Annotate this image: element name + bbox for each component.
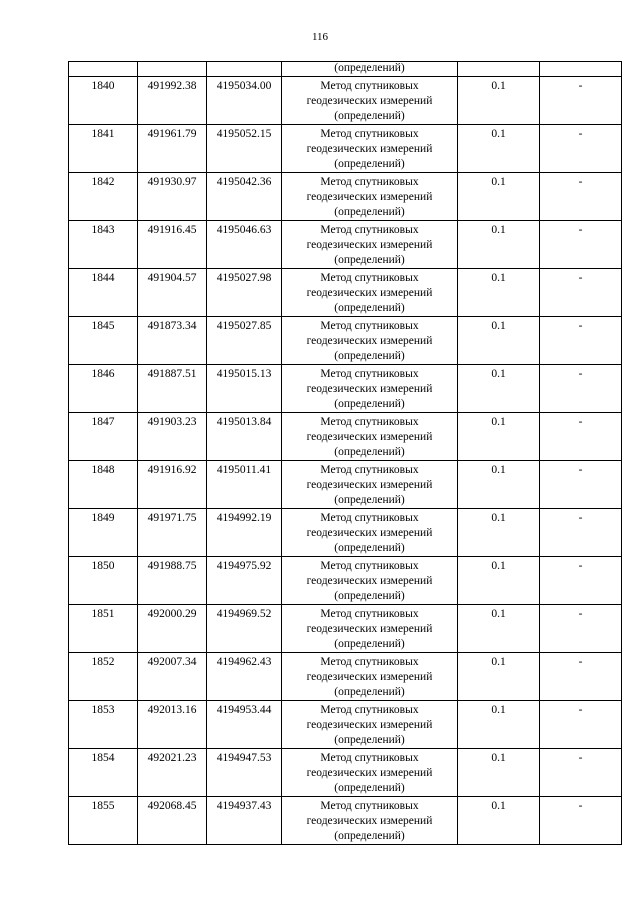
note-cell: - [540,557,622,605]
table-row [69,221,622,269]
accuracy-cell: 0.1 [458,797,540,845]
x-coordinate-cell: 491904.57 [138,269,207,317]
table-row [69,413,622,461]
y-coordinate-cell: 4195034.00 [207,77,282,125]
table-row [69,317,622,365]
method-text: Метод спутниковых геодезических измерений (определений) [306,80,433,122]
point-number-cell: 1840 [69,77,138,125]
method-text: Метод спутниковых геодезических измерений (определений) [306,128,433,170]
x-coordinate-cell: 491903.23 [138,413,207,461]
method-text: Метод спутниковых геодезических измерений (определений) [306,800,433,842]
method-text: Метод спутниковых геодезических измерений (определений) [306,464,433,506]
y-coordinate-cell: 4195011.41 [207,461,282,509]
point-number-cell: 1850 [69,557,138,605]
x-coordinate-cell: 491992.38 [138,77,207,125]
continuation-cell-empty [540,62,622,77]
method-cell [282,797,458,845]
y-coordinate-cell: 4195052.15 [207,125,282,173]
coordinates-table [68,61,622,845]
note-cell: - [540,413,622,461]
page-number: 116 [311,31,329,43]
x-coordinate-cell: 491971.75 [138,509,207,557]
note-cell: - [540,77,622,125]
table-row [69,365,622,413]
method-cell [282,509,458,557]
note-cell: - [540,605,622,653]
point-number-cell: 1848 [69,461,138,509]
continuation-cell-empty [138,62,207,77]
continuation-cell-method: (определений) [282,62,458,77]
point-number-cell: 1846 [69,365,138,413]
method-text: Метод спутниковых геодезических измерений (определений) [306,608,433,650]
method-cell [282,317,458,365]
y-coordinate-cell: 4195013.84 [207,413,282,461]
note-cell: - [540,317,622,365]
table-body [69,62,622,845]
x-coordinate-cell: 492013.16 [138,701,207,749]
method-text: Метод спутниковых геодезических измерений (определений) [306,704,433,746]
note-cell: - [540,797,622,845]
method-cell [282,749,458,797]
point-number-cell: 1841 [69,125,138,173]
y-coordinate-cell: 4194953.44 [207,701,282,749]
table-row [69,125,622,173]
y-coordinate-cell: 4194969.52 [207,605,282,653]
note-cell: - [540,749,622,797]
accuracy-cell: 0.1 [458,317,540,365]
method-cell [282,77,458,125]
method-text: Метод спутниковых геодезических измерений (определений) [306,656,433,698]
accuracy-cell: 0.1 [458,509,540,557]
note-cell: - [540,509,622,557]
note-cell: - [540,461,622,509]
point-number-cell: 1845 [69,317,138,365]
method-text: Метод спутниковых геодезических измерений (определений) [306,224,433,266]
method-cell [282,173,458,221]
point-number-cell: 1853 [69,701,138,749]
method-cell [282,557,458,605]
method-cell [282,125,458,173]
x-coordinate-cell: 491916.92 [138,461,207,509]
accuracy-cell: 0.1 [458,365,540,413]
note-cell: - [540,269,622,317]
continuation-cell-empty [69,62,138,77]
method-cell [282,365,458,413]
method-text: Метод спутниковых геодезических измерений (определений) [306,560,433,602]
method-cell [282,605,458,653]
x-coordinate-cell: 492000.29 [138,605,207,653]
x-coordinate-cell: 492068.45 [138,797,207,845]
method-cell [282,461,458,509]
continuation-cell-empty [458,62,540,77]
table-row [69,749,622,797]
point-number-cell: 1847 [69,413,138,461]
point-number-cell: 1842 [69,173,138,221]
table-row [69,701,622,749]
x-coordinate-cell: 491961.79 [138,125,207,173]
note-cell: - [540,701,622,749]
accuracy-cell: 0.1 [458,557,540,605]
y-coordinate-cell: 4195027.85 [207,317,282,365]
x-coordinate-cell: 492021.23 [138,749,207,797]
point-number-cell: 1855 [69,797,138,845]
accuracy-cell: 0.1 [458,77,540,125]
point-number-cell: 1843 [69,221,138,269]
table-row [69,461,622,509]
method-cell [282,701,458,749]
x-coordinate-cell: 491873.34 [138,317,207,365]
x-coordinate-cell: 492007.34 [138,653,207,701]
method-cell [282,269,458,317]
y-coordinate-cell: 4194962.43 [207,653,282,701]
continuation-row [69,62,622,77]
y-coordinate-cell: 4195042.36 [207,173,282,221]
table-row [69,605,622,653]
x-coordinate-cell: 491988.75 [138,557,207,605]
method-text: Метод спутниковых геодезических измерений (определений) [306,368,433,410]
y-coordinate-cell: 4195046.63 [207,221,282,269]
method-text: Метод спутниковых геодезических измерений (определений) [306,512,433,554]
y-coordinate-cell: 4194937.43 [207,797,282,845]
x-coordinate-cell: 491887.51 [138,365,207,413]
note-cell: - [540,125,622,173]
y-coordinate-cell: 4194992.19 [207,509,282,557]
accuracy-cell: 0.1 [458,605,540,653]
x-coordinate-cell: 491916.45 [138,221,207,269]
method-cell [282,413,458,461]
accuracy-cell: 0.1 [458,221,540,269]
point-number-cell: 1852 [69,653,138,701]
method-text: Метод спутниковых геодезических измерений (определений) [306,176,433,218]
note-cell: - [540,173,622,221]
table-row [69,557,622,605]
note-cell: - [540,365,622,413]
y-coordinate-cell: 4194947.53 [207,749,282,797]
table-row [69,509,622,557]
method-text: Метод спутниковых геодезических измерений (определений) [306,272,433,314]
method-text: Метод спутниковых геодезических измерений (определений) [306,752,433,794]
point-number-cell: 1851 [69,605,138,653]
y-coordinate-cell: 4195015.13 [207,365,282,413]
method-text: Метод спутниковых геодезических измерений (определений) [306,416,433,458]
table-row [69,77,622,125]
point-number-cell: 1849 [69,509,138,557]
point-number-cell: 1844 [69,269,138,317]
y-coordinate-cell: 4195027.98 [207,269,282,317]
note-cell: - [540,221,622,269]
table-row [69,269,622,317]
method-text: Метод спутниковых геодезических измерений (определений) [306,320,433,362]
note-cell: - [540,653,622,701]
accuracy-cell: 0.1 [458,653,540,701]
table-row [69,653,622,701]
accuracy-cell: 0.1 [458,125,540,173]
accuracy-cell: 0.1 [458,269,540,317]
accuracy-cell: 0.1 [458,749,540,797]
accuracy-cell: 0.1 [458,173,540,221]
y-coordinate-cell: 4194975.92 [207,557,282,605]
table-row [69,173,622,221]
continuation-cell-empty [207,62,282,77]
accuracy-cell: 0.1 [458,413,540,461]
method-cell [282,653,458,701]
x-coordinate-cell: 491930.97 [138,173,207,221]
method-cell [282,221,458,269]
table-row [69,797,622,845]
point-number-cell: 1854 [69,749,138,797]
accuracy-cell: 0.1 [458,461,540,509]
accuracy-cell: 0.1 [458,701,540,749]
